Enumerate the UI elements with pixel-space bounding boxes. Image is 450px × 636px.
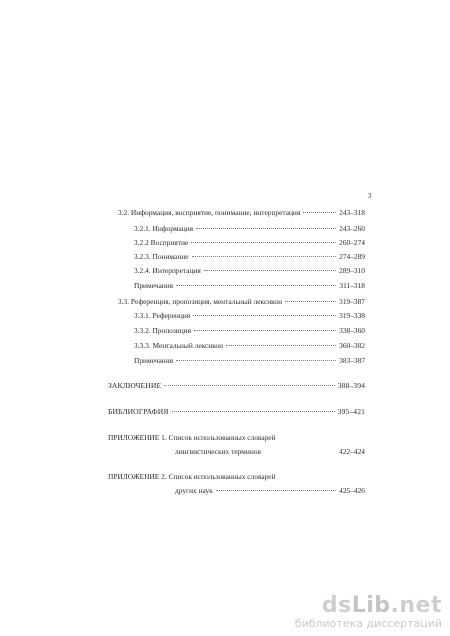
toc-entry-notes-1 — [134, 281, 365, 291]
toc-entry-label: 3.3. Референция, пропозиция, ментальный лексикон — [118, 297, 283, 306]
toc-entry-3-2-2 — [134, 238, 365, 248]
toc-entry-label: 3.2.2 Восприятие — [134, 238, 189, 247]
toc-entry-pages: 319–387 — [339, 297, 365, 306]
toc-entry-pages: 395–421 — [337, 407, 365, 416]
leader-dots — [164, 385, 335, 386]
toc-entry-3-2-4 — [134, 266, 365, 276]
toc-entry-pages: 260–274 — [339, 238, 365, 247]
toc-entry-3-3-1 — [134, 311, 365, 321]
toc-entry-pages: 388–394 — [337, 381, 365, 390]
toc-entry-label: лингвистических терминов — [175, 447, 261, 456]
toc-entry-pages: 360–382 — [339, 341, 365, 350]
dslib-watermark — [295, 595, 442, 630]
toc-entry-pages: 289–310 — [339, 266, 365, 275]
toc-entry-pages: 383–387 — [339, 356, 365, 365]
toc-entry-3-3 — [118, 297, 365, 307]
leader-dots — [193, 315, 336, 316]
leader-dots — [204, 270, 336, 271]
toc-entry-pages: 422–424 — [339, 447, 365, 456]
toc-entry-label: других наук — [175, 486, 213, 495]
toc-entry-pages: 319–338 — [339, 311, 365, 320]
toc-entry-label: 3.2.3. Понимание — [134, 252, 189, 261]
leader-dots — [172, 411, 335, 412]
toc-entry-label: 3.2.1. Информация — [134, 224, 194, 233]
toc-entry-pages: 311–318 — [339, 281, 365, 290]
toc-entry-label: ЗАКЛЮЧЕНИЕ — [108, 381, 162, 390]
toc-entry-label: 3.3.3. Ментальный лексикон — [134, 341, 224, 350]
toc-entry-pages: 274–289 — [339, 252, 365, 261]
toc-entry-3-2-1 — [134, 224, 365, 234]
toc-entry-pages: 338–360 — [339, 326, 365, 335]
leader-dots — [192, 256, 337, 257]
toc-entry-3-2 — [118, 208, 365, 218]
leader-dots — [191, 242, 336, 243]
leader-dots — [196, 228, 336, 229]
toc-entry-3-2-3 — [134, 252, 365, 262]
toc-entry-label: 3.3.1. Референция — [134, 311, 191, 320]
leader-dots — [303, 212, 336, 213]
toc-entry-appendix-2 — [175, 486, 365, 496]
watermark-logo: dsLib.net — [321, 593, 442, 618]
toc-entry-appendix-1 — [175, 447, 365, 457]
toc-entry-label: 3.2. Информация, восприятие, понимание, интерпретация — [118, 208, 301, 217]
watermark-subtitle: библиотека диссертаций — [294, 617, 442, 630]
leader-dots — [216, 490, 336, 491]
page-number: 3 — [368, 192, 372, 200]
toc-entry-pages: 425–426 — [339, 486, 365, 495]
toc-entry-pages: 243–318 — [339, 208, 365, 217]
toc-entry-label: 3.2.4. Интерпретация — [134, 266, 201, 275]
leader-dots — [226, 345, 336, 346]
toc-entry-3-3-2 — [134, 326, 365, 336]
toc-entry-label: Примечания — [134, 356, 174, 365]
leader-dots — [285, 301, 336, 302]
toc-entry-conclusion — [108, 381, 365, 391]
toc-entry-notes-2 — [134, 356, 365, 366]
toc-appendix-1-heading: ПРИЛОЖЕНИЕ 1. Список использованных словарей — [108, 433, 276, 442]
leader-dots — [176, 360, 336, 361]
toc-entry-3-3-3 — [134, 341, 365, 351]
toc-entry-label: 3.3.2. Пропозиция — [134, 326, 192, 335]
toc-appendix-2-heading: ПРИЛОЖЕНИЕ 2. Список использованных словарей — [108, 472, 276, 481]
leader-dots — [176, 285, 336, 286]
leader-dots — [194, 330, 336, 331]
toc-entry-label: Примечания — [134, 281, 174, 290]
toc-entry-label: БИБЛИОГРАФИЯ — [108, 407, 169, 416]
toc-entry-pages: 243–260 — [339, 224, 365, 233]
toc-entry-bibliography — [108, 407, 365, 417]
